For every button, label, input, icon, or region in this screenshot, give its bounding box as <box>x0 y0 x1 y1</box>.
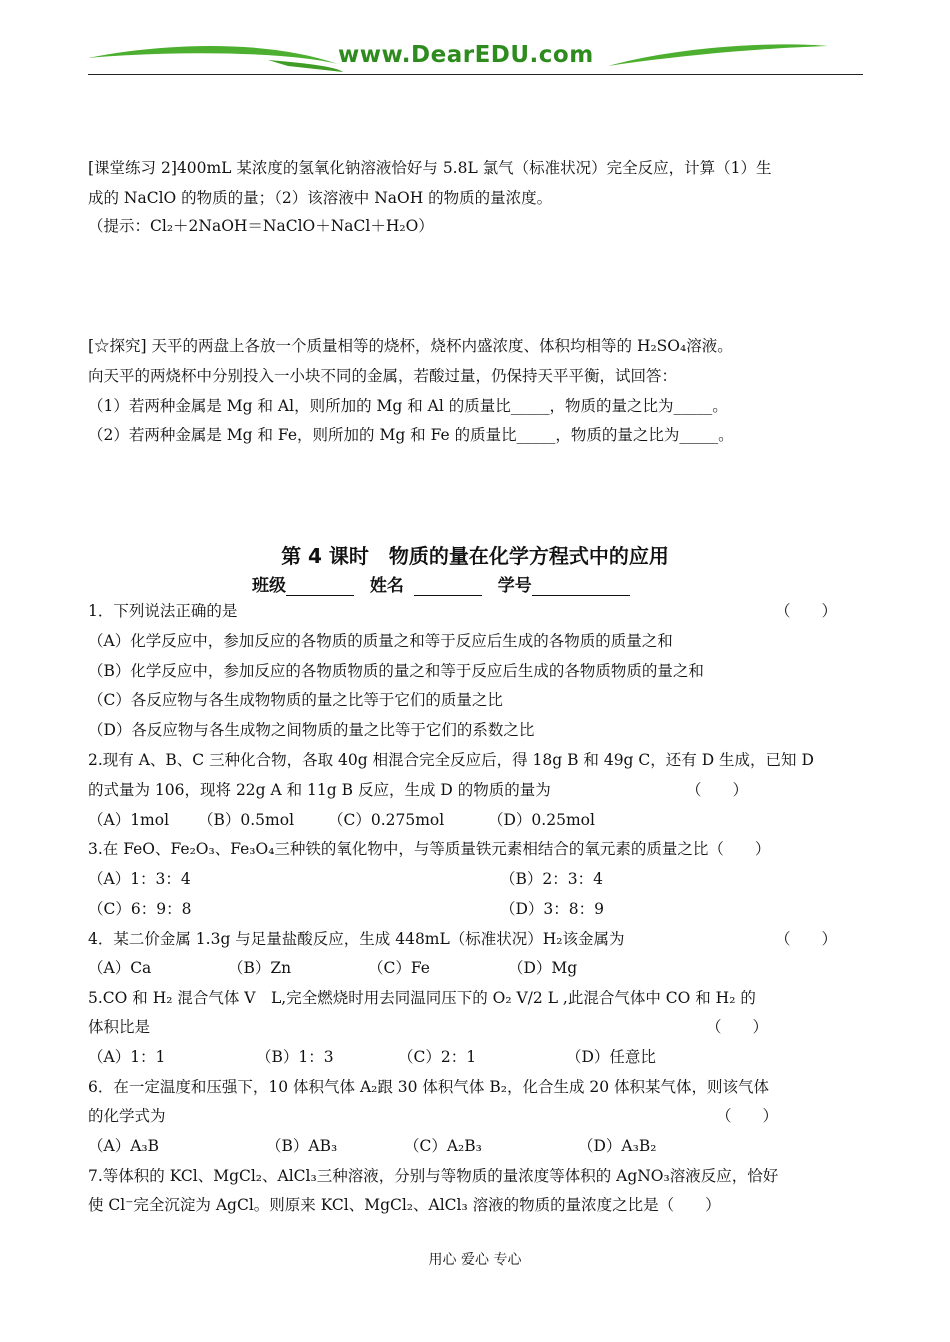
question-4-option-a: （A）Ca <box>88 959 152 977</box>
exercise-line-1: [课堂练习 2]400mL 某浓度的氢氧化钠溶液恰好与 5.8L 氯气（标准状况）完全反应，计算（1）生 <box>88 159 772 177</box>
explore-line-1: [☆探究] 天平的两盘上各放一个质量相等的烧杯，烧杯内盛浓度、体积均相等的 H₂SO₄溶液。 <box>88 337 733 355</box>
class-label: 班级 <box>252 576 286 596</box>
question-2-answer-paren: （ ） <box>686 781 749 799</box>
page-footer: 用心 爱心 专心 <box>428 1252 522 1268</box>
question-3: 3.在 FeO、Fe₂O₃、Fe₃O₄三种铁的氧化物中，与等质量铁元素相结合的氧元素的质量之比（ ） <box>88 840 771 858</box>
question-6-line-2: 的化学式为 <box>88 1107 166 1125</box>
student-info-row <box>252 571 630 596</box>
question-3-option-a: （A）1：3：4 <box>88 870 191 888</box>
question-1: 1．下列说法正确的是 <box>88 602 238 620</box>
question-3-option-d: （D）3：8：9 <box>500 900 605 918</box>
question-1-option-c: （C）各反应物与各生成物物质的量之比等于它们的质量之比 <box>88 691 503 709</box>
question-5-line-1: 5.CO 和 H₂ 混合气体 V L,完全燃烧时用去同温同压下的 O₂ V/2 L ,此混合气体中 CO 和 H₂ 的 <box>88 989 756 1007</box>
question-1-option-a: （A）化学反应中，参加反应的各物质的质量之和等于反应后生成的各物质的质量之和 <box>88 632 673 650</box>
question-1-option-b: （B）化学反应中，参加反应的各物质物质的量之和等于反应后生成的各物质物质的量之和 <box>88 662 704 680</box>
lesson-title: 第 4 课时 物质的量在化学方程式中的应用 <box>281 544 669 568</box>
question-6-line-1: 6．在一定温度和压强下，10 体积气体 A₂跟 30 体积气体 B₂，化合生成 20 体积某气体，则该气体 <box>88 1078 770 1096</box>
question-2-line-2: 的式量为 106，现将 22g A 和 11g B 反应，生成 D 的物质的量为 <box>88 781 551 799</box>
explore-question-1: （1）若两种金属是 Mg 和 Al，则所加的 Mg 和 Al 的质量比_____，物质的量之比为_____。 <box>88 397 728 415</box>
question-7-line-1: 7.等体积的 KCl、MgCl₂、AlCl₃三种溶液，分别与等物质的量浓度等体积的 AgNO₃溶液反应，恰好 <box>88 1167 779 1185</box>
question-4: 4．某二价金属 1.3g 与足量盐酸反应，生成 448mL（标准状况）H₂该金属为 <box>88 930 625 948</box>
exercise-line-2: 成的 NaClO 的物质的量；（2）该溶液中 NaOH 的物质的量浓度。 <box>88 189 553 207</box>
question-6-option-d: （D）A₃B₂ <box>578 1137 657 1155</box>
question-5-option-a: （A）1：1 <box>88 1048 166 1066</box>
question-4-option-c: （C）Fe <box>368 959 430 977</box>
question-6-answer-paren: （ ） <box>716 1107 779 1125</box>
question-1-option-d: （D）各反应物与各生成物之间物质的量之比等于它们的系数之比 <box>88 721 535 739</box>
id-label: 学号 <box>497 576 532 596</box>
header-rule <box>88 74 863 75</box>
question-2-option-b: （B）0.5mol <box>198 811 295 829</box>
question-2-option-c: （C）0.275mol <box>328 811 445 829</box>
question-6-option-c: （C）A₂B₃ <box>404 1137 482 1155</box>
name-field[interactable] <box>414 579 482 596</box>
question-4-option-b: （B）Zn <box>228 959 292 977</box>
question-5-answer-paren: （ ） <box>706 1018 769 1036</box>
question-2-option-a: （A）1mol <box>88 811 170 829</box>
explore-line-2: 向天平的两烧杯中分别投入一小块不同的金属，若酸过量，仍保持天平平衡，试回答： <box>88 367 678 385</box>
class-field[interactable] <box>286 579 354 596</box>
site-logo-text: www.DearEDU.com <box>338 42 594 68</box>
explore-question-2: （2）若两种金属是 Mg 和 Fe，则所加的 Mg 和 Fe 的质量比_____，物质的量之比为_____。 <box>88 426 734 444</box>
question-2-option-d: （D）0.25mol <box>488 811 595 829</box>
id-field[interactable] <box>532 579 630 596</box>
question-2-line-1: 2.现有 A、B、C 三种化合物，各取 40g 相混合完全反应后，得 18g B 和 49g C，还有 D 生成，已知 D <box>88 751 814 769</box>
question-3-option-b: （B）2：3：4 <box>500 870 603 888</box>
question-4-answer-paren: （ ） <box>775 930 838 948</box>
question-3-option-c: （C）6：9：8 <box>88 900 192 918</box>
question-6-option-b: （B）AB₃ <box>266 1137 338 1155</box>
question-4-option-d: （D）Mg <box>508 959 578 977</box>
question-5-option-d: （D）任意比 <box>566 1048 656 1066</box>
name-label: 姓名 <box>369 576 404 596</box>
exercise-hint: （提示：Cl₂＋2NaOH＝NaClO＋NaCl＋H₂O） <box>88 217 434 235</box>
question-7-line-2: 使 Cl⁻完全沉淀为 AgCl。则原来 KCl、MgCl₂、AlCl₃ 溶液的物质的量浓度之比是（ ） <box>88 1196 721 1214</box>
question-5-option-c: （C）2：1 <box>398 1048 477 1066</box>
question-5-line-2: 体积比是 <box>88 1018 151 1036</box>
question-5-option-b: （B）1：3 <box>256 1048 334 1066</box>
question-6-option-a: （A）A₃B <box>88 1137 159 1155</box>
question-1-answer-paren: （ ） <box>775 602 838 620</box>
